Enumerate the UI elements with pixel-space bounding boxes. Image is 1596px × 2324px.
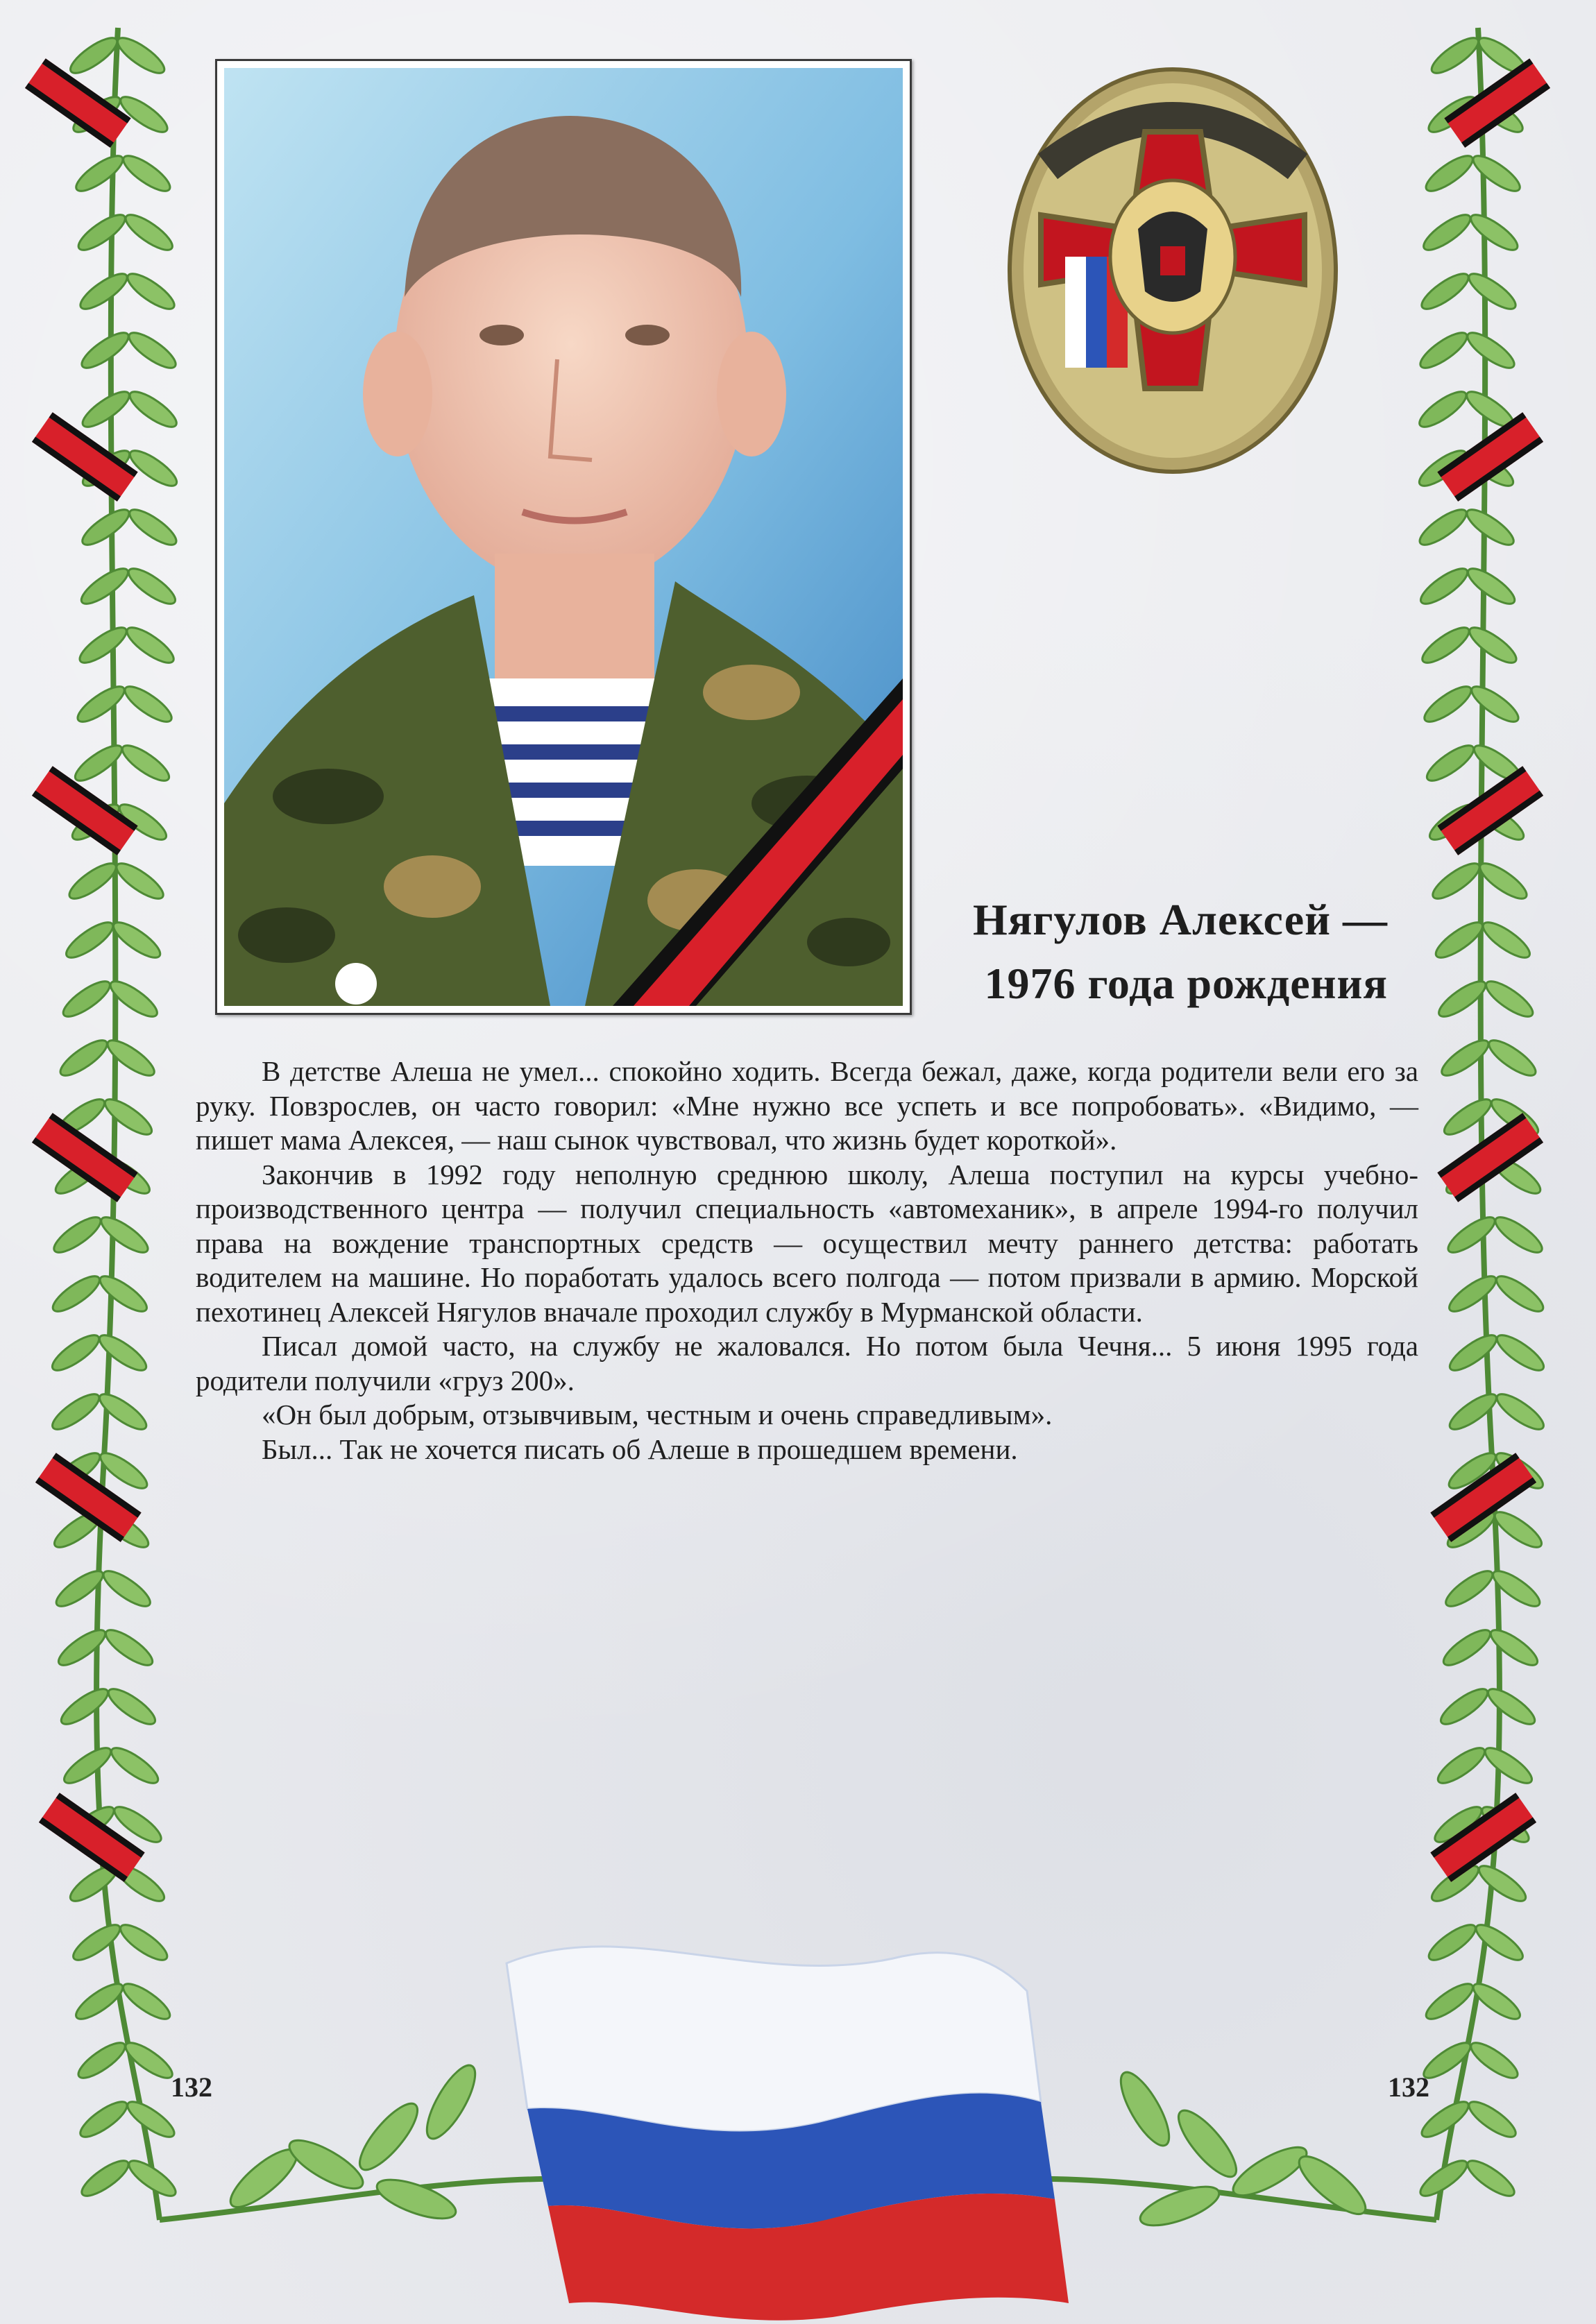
- title-line-name: Нягулов Алексей —: [972, 895, 1388, 944]
- left-ribbons: [25, 58, 145, 1882]
- page-number-right: 132: [1388, 2071, 1429, 2103]
- page-number-left: 132: [171, 2071, 212, 2103]
- page-title: [944, 888, 1388, 1016]
- right-ribbons: [1430, 58, 1550, 1882]
- paragraph: В детстве Алеша не умел... спокойно ходить. Всегда бежал, даже, когда родители вели его за руку. Повзрослев, он часто говорил: «Мне нужно все успеть и все попробовать». «Видимо, — пишет мама Алексея, — наш сынок чувствовал, что жизнь будет короткой».: [196, 1055, 1418, 1156]
- paragraph: Писал домой часто, на службу не жаловался. Но потом была Чечня... 5 июня 1995 года родители получили «груз 200».: [196, 1330, 1418, 1396]
- body-text: [196, 1054, 1418, 1467]
- paragraph: Был... Так не хочется писать об Алеше в прошедшем времени.: [262, 1433, 1018, 1465]
- russian-flag-icon: [0, 1873, 1596, 2324]
- photo-frame: [215, 59, 912, 1015]
- portrait-photo: [224, 68, 903, 1006]
- title-line-birth-year: 1976 года рождения: [984, 959, 1388, 1008]
- combat-badge-icon: [999, 55, 1346, 479]
- paragraph: «Он был добрым, отзывчивым, честным и очень справедливым».: [262, 1399, 1053, 1430]
- paragraph: Закончив в 1992 году неполную среднюю школу, Алеша поступил на курсы учебно-производственного центра — получил специальность «автомеханик», в апреле 1994-го получил права на вождение транспортных средств — осуществил мечту раннего детства: работать водителем на машине. Но поработать удалось всего полгода — потом призвали в армию. Морской пехотинец Алексей Нягулов вначале проходил службу в Мурманской области.: [196, 1158, 1418, 1328]
